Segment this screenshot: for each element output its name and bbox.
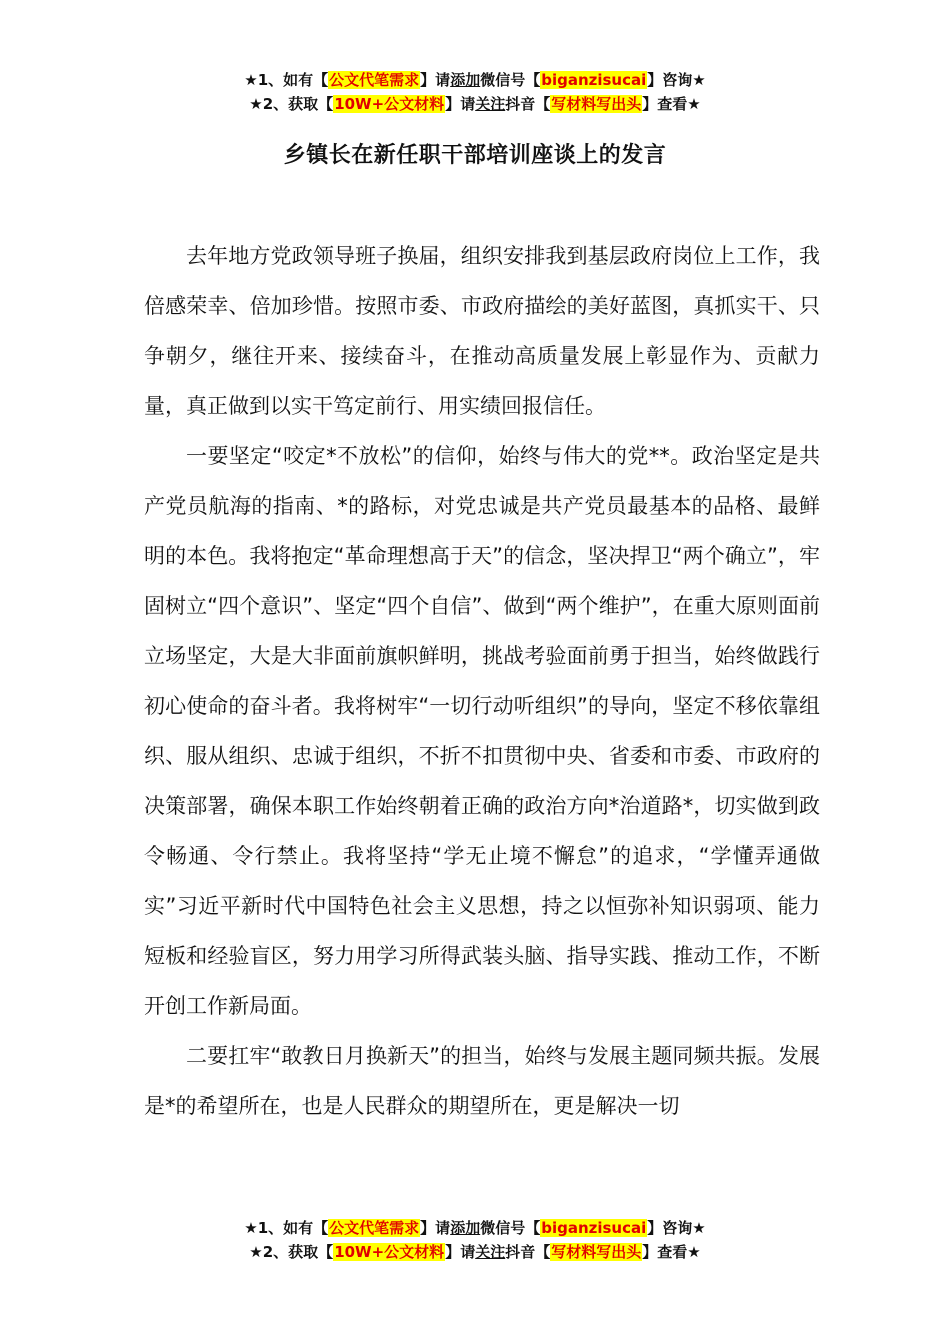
underlined-text: 添加 — [450, 71, 481, 89]
banner-text: 】查看★ — [642, 95, 701, 113]
banner-text: ★2、获取【 — [249, 95, 334, 113]
header-banner — [0, 68, 950, 116]
paragraph: 去年地方党政领导班子换届，组织安排我到基层政府岗位上工作，我倍感荣幸、倍加珍惜。按照市委、市政府描绘的美好蓝图，真抓实干、只争朝夕，继往开来、接续奋斗，在推动高质量发展上彰显作为、贡献力量，真正做到以实干笃定前行、用实绩回报信任。 — [144, 244, 820, 418]
highlight-text: 10W+公文材料 — [334, 95, 445, 113]
paragraph: 一要坚定“咬定*不放松”的信仰，始终与伟大的党**。政治坚定是共产党员航海的指南、*的路标，对党忠诚是共产党员最基本的品格、最鲜明的本色。我将抱定“革命理想高于天”的信念，坚决捍卫“两个确立”，牢固树立“四个意识”、坚定“四个自信”、做到“两个维护”，在重大原则面前立场坚定，大是大非面前旗帜鲜明，挑战考验面前勇于担当，始终做践行初心使命的奋斗者。我将树牢“一切行动听组织”的导向，坚定不移依靠组织、服从组织、忠诚于组织，不折不扣贯彻中央、省委和市委、市政府的决策部署，确保本职工作始终朝着正确的政治方向*治道路*，切实做到政令畅通、令行禁止。我将坚持“学无止境不懈怠”的追求，“学懂弄通做实”习近平新时代中国特色社会主义思想，持之以恒弥补知识弱项、能力短板和经验盲区，努力用学习所得武装头脑、指导实践、推动工作，不断开创工作新局面。 — [144, 444, 820, 1018]
banner-text: 】咨询★ — [647, 1219, 706, 1237]
douyin-account-highlight: 写材料写出头 — [551, 1243, 642, 1261]
banner-text: 】请 — [445, 1243, 476, 1261]
banner-text: 】请 — [445, 95, 476, 113]
banner-text: ★1、如有【 — [244, 1219, 329, 1237]
banner-line-2 — [0, 1240, 950, 1264]
highlight-text: 10W+公文材料 — [334, 1243, 445, 1261]
banner-line-1 — [0, 68, 950, 92]
underlined-text: 关注 — [475, 1243, 506, 1261]
wechat-id-highlight: biganzisucai — [541, 71, 647, 89]
highlight-text: 公文代笔需求 — [329, 71, 420, 89]
banner-text: ★1、如有【 — [244, 71, 329, 89]
banner-line-2 — [0, 92, 950, 116]
document-body — [144, 231, 820, 1131]
banner-text: 微信号【 — [480, 1219, 541, 1237]
banner-text: 】请 — [420, 1219, 451, 1237]
banner-text: 】查看★ — [642, 1243, 701, 1261]
document-title: 乡镇长在新任职干部培训座谈上的发言 — [283, 143, 667, 168]
paragraph: 二要扛牢“敢教日月换新天”的担当，始终与发展主题同频共振。发展是*的希望所在，也是人民群众的期望所在，更是解决一切 — [144, 1044, 820, 1118]
banner-text: ★2、获取【 — [249, 1243, 334, 1261]
highlight-text: 公文代笔需求 — [329, 1219, 420, 1237]
footer-banner — [0, 1216, 950, 1264]
douyin-account-highlight: 写材料写出头 — [551, 95, 642, 113]
banner-text: 】咨询★ — [647, 71, 706, 89]
wechat-id-highlight: biganzisucai — [541, 1219, 647, 1237]
underlined-text: 关注 — [475, 95, 506, 113]
banner-text: 】请 — [420, 71, 451, 89]
underlined-text: 添加 — [450, 1219, 481, 1237]
banner-text: 微信号【 — [480, 71, 541, 89]
banner-line-1 — [0, 1216, 950, 1240]
banner-text: 抖音【 — [505, 95, 551, 113]
banner-text: 抖音【 — [505, 1243, 551, 1261]
